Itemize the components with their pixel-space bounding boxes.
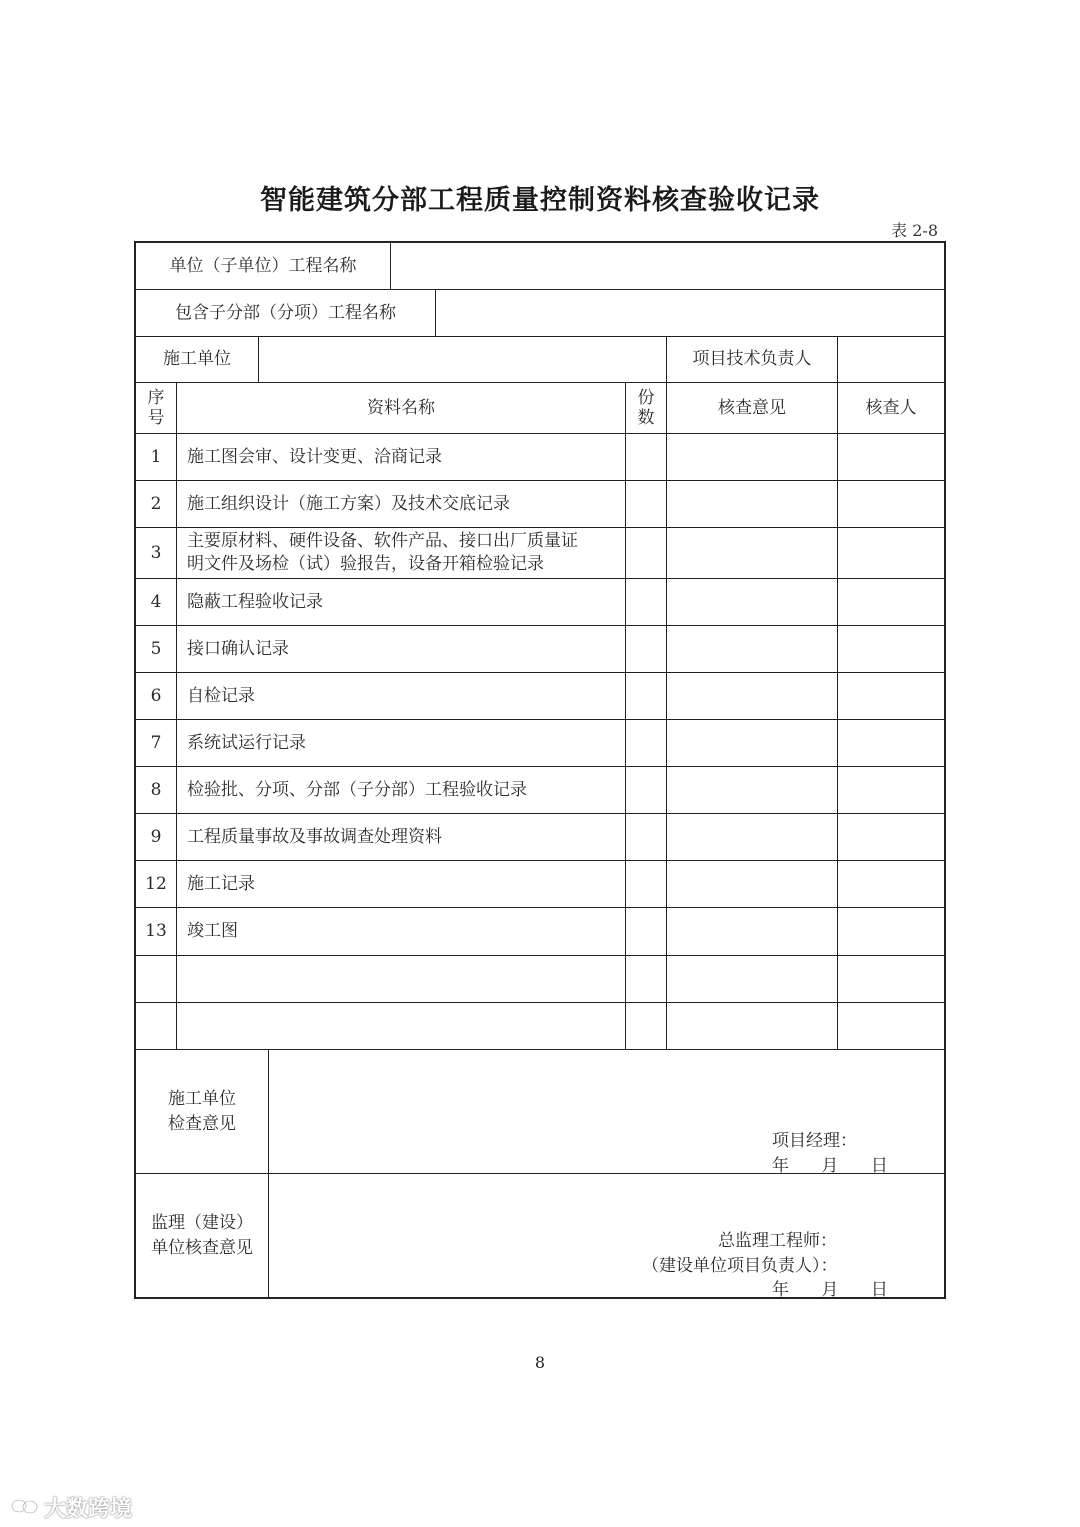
page-number: 8: [534, 1353, 546, 1372]
sub-division-value[interactable]: [436, 290, 944, 336]
sub-division-label: 包含子分部（分项）工程名称: [175, 302, 396, 323]
row-6-name: 自检记录: [187, 685, 255, 706]
chat-bubble-logo-icon: [10, 1497, 40, 1519]
row-13-name: 竣工图: [187, 921, 238, 942]
unit-project-label: 单位（子单位）工程名称: [169, 255, 357, 276]
row-7-name: 系统试运行记录: [187, 732, 306, 753]
row-8-no: 8: [150, 779, 162, 800]
table-number: 表 2-8: [891, 221, 938, 240]
row-5-name: 接口确认记录: [187, 638, 289, 659]
row-12-name: 施工记录: [187, 873, 255, 894]
watermark-text: 大数跨境: [44, 1497, 133, 1522]
tech-lead-value[interactable]: [838, 337, 944, 382]
column-header-seq-line1: 序: [147, 387, 165, 408]
chief-supervisor-signature: 总监理工程师：: [718, 1231, 837, 1251]
watermark: [10, 1492, 132, 1523]
row-3-name: [177, 528, 625, 578]
column-header-name: 资料名称: [367, 397, 435, 418]
construction-date: 年 月 日: [772, 1156, 888, 1176]
row-6-no: 6: [150, 685, 162, 706]
row-2-name: 施工组织设计（施工方案）及技术交底记录: [187, 493, 510, 514]
owner-lead-signature: （建设单位项目负责人）：: [642, 1256, 838, 1276]
construction-unit-label: 施工单位: [163, 349, 231, 370]
construction-opinion-label-line2: 检查意见: [168, 1113, 236, 1134]
column-header-copies: [626, 383, 666, 433]
column-header-seq: [136, 383, 176, 433]
row-7-no: 7: [150, 732, 162, 753]
project-manager-signature: 项目经理：: [772, 1131, 857, 1151]
row-9-no: 9: [150, 826, 162, 847]
column-header-copies-line1: 份: [637, 387, 655, 408]
supervision-opinion-label-line1: 监理（建设）: [151, 1212, 253, 1233]
construction-unit-value[interactable]: [259, 337, 666, 382]
row-13-no: 13: [145, 921, 167, 942]
row-1-name: 施工图会审、设计变更、洽商记录: [187, 446, 442, 467]
construction-opinion-label: [136, 1050, 268, 1173]
unit-project-value[interactable]: [391, 243, 944, 289]
row-12-no: 12: [145, 873, 167, 894]
column-header-opinion: 核查意见: [718, 397, 786, 418]
row-2-no: 2: [150, 493, 162, 514]
column-header-copies-line2: 数: [637, 408, 655, 428]
supervision-date: 年 月 日: [772, 1280, 888, 1300]
row-9-name: 工程质量事故及事故调查处理资料: [187, 826, 442, 847]
row-8-name: 检验批、分项、分部（子分部）工程验收记录: [187, 779, 527, 800]
row-3-no: 3: [150, 542, 162, 563]
column-header-checker: 核查人: [865, 397, 917, 418]
row-3-name-line1: 主要原材料、硬件设备、软件产品、接口出厂质量证: [187, 531, 578, 552]
tech-lead-label: 项目技术负责人: [692, 349, 812, 370]
column-header-seq-line2: 号: [147, 408, 165, 428]
row-4-name: 隐蔽工程验收记录: [187, 591, 323, 612]
supervision-opinion-label-line2: 单位核查意见: [151, 1237, 253, 1258]
row-5-no: 5: [150, 638, 162, 659]
row-3-name-line2: 明文件及场检（试）验报告，设备开箱检验记录: [187, 554, 544, 574]
row-1-no: 1: [150, 446, 162, 467]
supervision-opinion-label: [136, 1174, 268, 1297]
row-4-no: 4: [150, 591, 162, 612]
page-title: 智能建筑分部工程质量控制资料核查验收记录: [260, 185, 820, 216]
construction-opinion-label-line1: 施工单位: [168, 1088, 236, 1109]
